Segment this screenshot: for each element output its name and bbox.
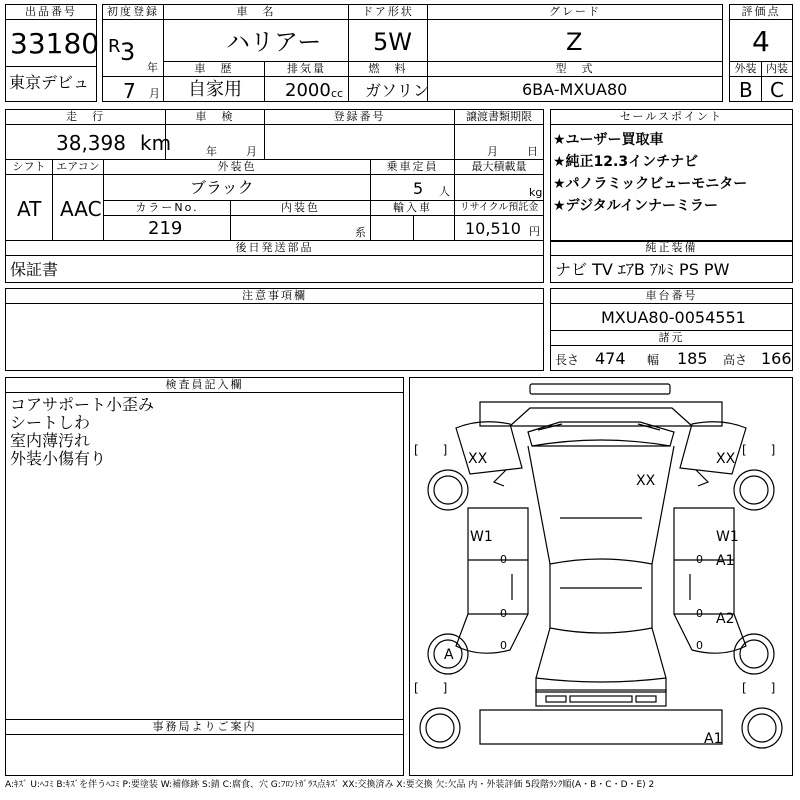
mark-rl-wheel: A xyxy=(444,647,454,663)
mark-zero-5: 0 xyxy=(500,639,507,652)
sales-point-3: ★パノラミックビューモニター xyxy=(553,176,748,192)
score-label: 評価点 xyxy=(729,4,793,20)
displacement-label: 排気量 xyxy=(264,61,349,77)
color-no: 219 xyxy=(148,218,183,239)
first-reg-year: 3 xyxy=(120,38,136,66)
model-code: 6BA-MXUA80 xyxy=(522,80,628,99)
parts-value: 保証書 xyxy=(10,260,59,279)
bracket-left-top: [ ] xyxy=(414,443,448,457)
recycle-cell xyxy=(454,215,544,241)
car-name: ハリアー xyxy=(226,28,322,56)
notes-cell xyxy=(5,303,544,371)
inspection-year-unit: 年 xyxy=(206,145,217,158)
model-label: 型 式 xyxy=(427,61,723,77)
recycle-unit: 円 xyxy=(529,225,540,238)
dims-cell xyxy=(550,345,793,371)
car-outline-svg xyxy=(410,378,792,775)
first-reg-month: 7 xyxy=(123,79,136,103)
import-label: 輸入車 xyxy=(370,200,455,216)
sales-label: セールスポイント xyxy=(550,109,793,125)
mileage: 38,398 xyxy=(56,131,126,155)
debut-text: 東京デビュ xyxy=(9,73,90,92)
car-name-label: 車 名 xyxy=(163,4,349,20)
grade-label: グレード xyxy=(427,4,723,20)
grade-cell xyxy=(427,19,723,62)
office-cell xyxy=(5,734,404,776)
history-label: 車 歴 xyxy=(163,61,265,77)
sales-point-1: ★ユーザー買取車 xyxy=(553,132,664,148)
capacity: 5 xyxy=(413,179,424,198)
transfer-month-unit: 月 xyxy=(487,145,498,158)
equipment-value: ナビ TV ｴｱB ｱﾙﾐ PS PW xyxy=(555,260,730,279)
mark-zero-1: 0 xyxy=(500,553,507,566)
door-label: ドア形状 xyxy=(348,4,428,20)
chassis-number: MXUA80-0054551 xyxy=(601,308,746,327)
exterior-label: 外装 xyxy=(729,61,762,77)
fuel-cell xyxy=(348,76,428,102)
transfer-cell xyxy=(454,124,544,160)
load-unit: kg xyxy=(529,186,543,199)
parts-label: 後日発送部品 xyxy=(5,240,544,256)
bracket-left-bottom: [ ] xyxy=(414,681,448,695)
interior-label: 内装 xyxy=(761,61,793,77)
interior-grade-cell xyxy=(761,76,793,102)
dims-label: 諸元 xyxy=(550,330,793,346)
notes-label: 注意事項欄 xyxy=(5,288,544,304)
height: 166 xyxy=(761,349,792,368)
color-no-label: カラーNo. xyxy=(103,200,231,216)
door-type: 5W xyxy=(373,28,412,56)
ac: AAC xyxy=(60,197,102,221)
inspection-month-unit: 月 xyxy=(246,145,257,158)
mark-rear-bumper: A1 xyxy=(704,731,723,747)
transfer-label: 譲渡書類期限 xyxy=(454,109,544,125)
int-color-cell xyxy=(230,215,371,241)
interior-grade: C xyxy=(770,78,784,102)
transfer-day-unit: 日 xyxy=(527,145,538,158)
exterior-grade-cell xyxy=(729,76,762,102)
fuel-label: 燃 料 xyxy=(348,61,428,77)
lot-number-label: 出品番号 xyxy=(5,4,97,20)
debut-cell xyxy=(5,66,97,102)
displacement-unit: cc xyxy=(331,87,344,100)
first-reg-label: 初度登録 xyxy=(102,4,164,20)
parts-cell xyxy=(5,255,544,283)
shift: AT xyxy=(17,197,42,221)
fuel: ガソリン xyxy=(365,81,430,100)
equipment-cell xyxy=(550,255,793,283)
capacity-unit: 人 xyxy=(439,185,450,198)
ac-cell xyxy=(52,174,104,241)
capacity-cell xyxy=(370,174,455,201)
mark-rr-door: A2 xyxy=(716,611,735,627)
registration-cell xyxy=(264,124,455,160)
legend-text: A:ｷｽﾞ U:ﾍｺﾐ B:ｷｽﾞを伴うﾍｺﾐ P:要塗装 W:補修跡 S:錆 C:腐食、穴 G:ﾌﾛﾝﾄｶﾞﾗｽ点ｷｽﾞ XX:交換済み X:要交換 欠:欠品 内・外装評価 5段階ﾗﾝｸ順(A・B・C・D・E) 2 xyxy=(5,780,655,790)
import-cell xyxy=(370,215,455,241)
year-unit: 年 xyxy=(147,61,158,74)
int-color-unit: 系 xyxy=(355,226,366,239)
sales-cell xyxy=(550,124,793,242)
mileage-label: 走 行 xyxy=(5,109,166,125)
inspection-cell xyxy=(165,124,265,160)
score-cell xyxy=(729,19,793,62)
mark-fl-fender: XX xyxy=(468,451,488,467)
body-color: ブラック xyxy=(190,178,254,197)
load-label: 最大積載量 xyxy=(454,159,544,175)
width-label: 幅 xyxy=(647,353,660,367)
mark-zero-6: 0 xyxy=(696,639,703,652)
office-label: 事務局よりご案内 xyxy=(5,719,404,735)
displacement-cell xyxy=(264,76,349,102)
height-label: 高さ xyxy=(723,353,748,367)
color-cell xyxy=(103,174,371,201)
lot-number-cell xyxy=(5,19,100,67)
mileage-cell xyxy=(5,124,172,160)
inspector-line-4: 外装小傷有り xyxy=(10,449,107,468)
car-diagram xyxy=(409,377,793,776)
inspector-label: 検査員記入欄 xyxy=(5,377,404,393)
lot-number: 33180 xyxy=(10,27,100,60)
mark-zero-4: 0 xyxy=(696,607,703,620)
model-cell xyxy=(427,76,723,102)
mileage-unit: km xyxy=(140,131,172,155)
first-reg-year-cell xyxy=(102,19,164,77)
month-unit: 月 xyxy=(149,87,160,100)
shift-cell xyxy=(5,174,53,241)
first-reg-month-cell xyxy=(102,76,164,102)
equipment-label: 純正装備 xyxy=(550,240,793,256)
capacity-label: 乗車定員 xyxy=(370,159,455,175)
inspector-cell xyxy=(5,392,404,720)
color-no-cell xyxy=(103,215,231,241)
bracket-right-bottom: [ ] xyxy=(742,681,776,695)
chassis-cell xyxy=(550,303,793,331)
inspection-label: 車 検 xyxy=(165,109,265,125)
inspector-line-1: コアサポート小歪み xyxy=(10,395,155,414)
shift-label: シフト xyxy=(5,159,53,175)
ac-label: エアコン xyxy=(52,159,104,175)
recycle-label: リサイクル預託金 xyxy=(454,200,544,216)
mark-zero-2: 0 xyxy=(500,607,507,620)
inspector-line-2: シートしわ xyxy=(10,413,91,432)
sales-point-4: ★デジタルインナーミラー xyxy=(553,198,719,214)
door-cell xyxy=(348,19,428,62)
bracket-right-top: [ ] xyxy=(742,443,776,457)
mark-roof: XX xyxy=(636,473,656,489)
mark-fr-fender: XX xyxy=(716,451,736,467)
mark-fr-door-a1: A1 xyxy=(716,553,735,569)
int-color-label: 内装色 xyxy=(230,200,371,216)
history-cell xyxy=(163,76,265,102)
history: 自家用 xyxy=(188,79,242,100)
inspector-line-3: 室内薄汚れ xyxy=(10,431,91,450)
exterior-grade: B xyxy=(739,78,753,102)
car-name-cell xyxy=(163,19,349,62)
color-label: 外装色 xyxy=(103,159,371,175)
mark-fl-door: W1 xyxy=(470,529,493,545)
grade: Z xyxy=(566,28,583,56)
recycle-amount: 10,510 xyxy=(465,219,521,238)
load-cell xyxy=(454,174,544,201)
length-label: 長さ xyxy=(555,353,580,367)
score: 4 xyxy=(752,25,770,58)
era: R xyxy=(108,36,121,57)
width: 185 xyxy=(677,349,708,368)
import-divider xyxy=(413,216,414,240)
mark-zero-3: 0 xyxy=(696,553,703,566)
mark-fr-door: W1 xyxy=(716,529,739,545)
length: 474 xyxy=(595,349,626,368)
sales-point-2: ★純正12.3インチナビ xyxy=(553,154,699,170)
registration-label: 登録番号 xyxy=(264,109,455,125)
displacement: 2000 xyxy=(285,80,331,101)
chassis-label: 車台番号 xyxy=(550,288,793,304)
